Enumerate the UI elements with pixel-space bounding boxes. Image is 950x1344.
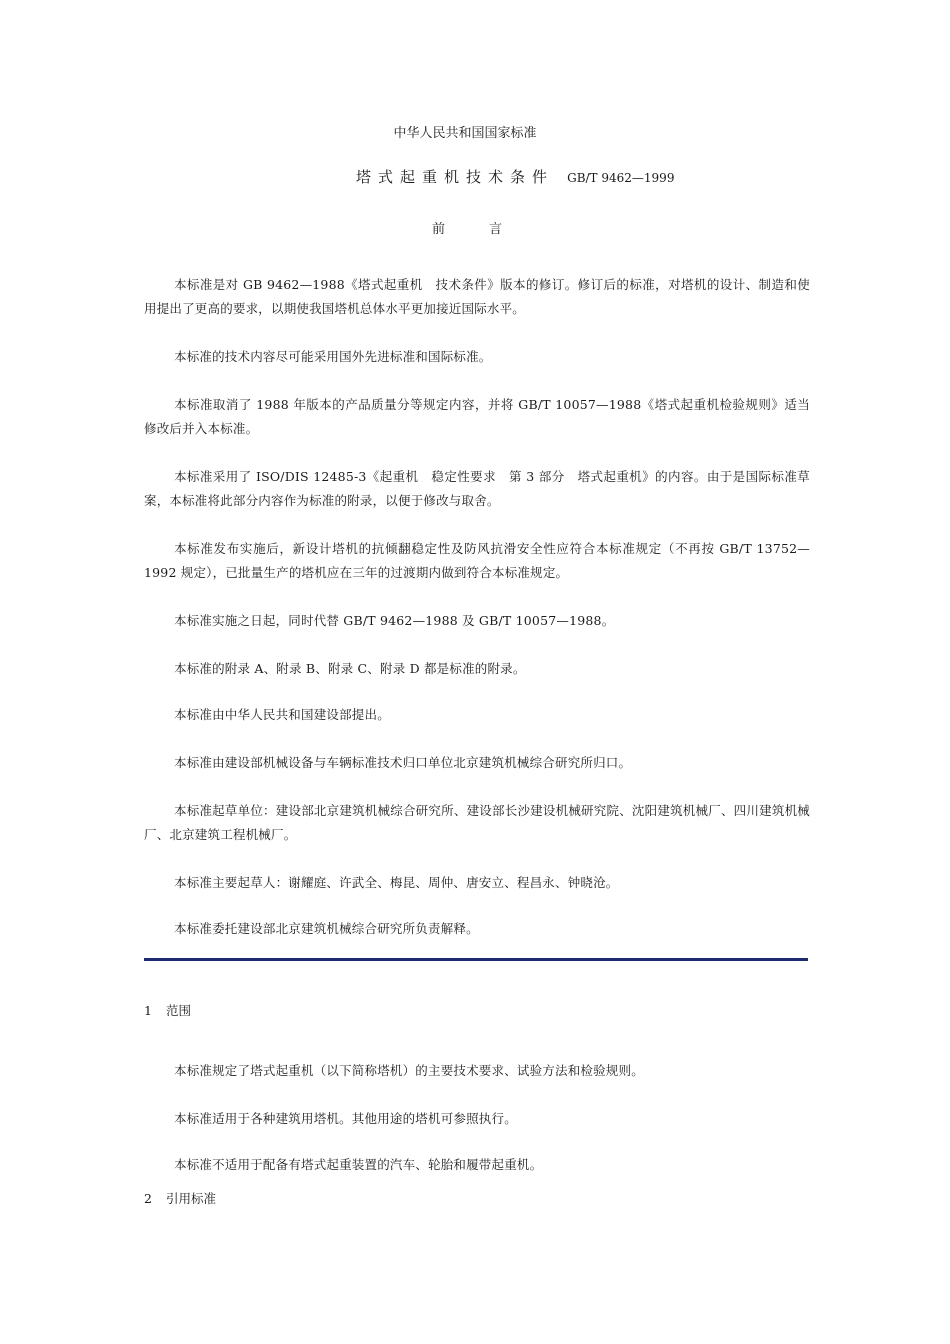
standard-title-row xyxy=(356,166,674,187)
preface-paragraph: 本标准发布实施后，新设计塔机的抗倾翻稳定性及防风抗滑安全性应符合本标准规定（不再按 GB/T 13752—1992 规定），已批量生产的塔机应在三年的过渡期内做到符合本标准规定。 xyxy=(144,540,810,580)
preface-paragraph: 本标准主要起草人：谢耀庭、许武全、梅昆、周仲、唐安立、程昌永、钟晓沧。 xyxy=(174,874,619,890)
section-heading-scope xyxy=(144,999,191,1023)
preface-paragraph: 本标准取消了 1988 年版本的产品质量分等规定内容，并将 GB/T 10057—1988《塔式起重机检验规则》适当修改后并入本标准。 xyxy=(144,396,810,436)
preface-heading: 前言 xyxy=(432,222,547,237)
section-number: 1 xyxy=(144,1003,152,1018)
preface-paragraph: 本标准由建设部机械设备与车辆标准技术归口单位北京建筑机械综合研究所归口。 xyxy=(174,754,632,770)
preface-paragraph: 本标准起草单位：建设部北京建筑机械综合研究所、建设部长沙建设机械研究院、沈阳建筑机械厂、四川建筑机械厂、北京建筑工程机械厂。 xyxy=(144,802,810,842)
standard-title: 塔式起重机技术条件 xyxy=(356,168,555,186)
section-divider xyxy=(144,958,808,961)
preface-paragraph: 本标准委托建设部北京建筑机械综合研究所负责解释。 xyxy=(174,920,479,936)
scope-paragraph: 本标准不适用于配备有塔式起重装置的汽车、轮胎和履带起重机。 xyxy=(174,1156,543,1172)
preface-paragraph: 本标准的技术内容尽可能采用国外先进标准和国际标准。 xyxy=(174,348,492,364)
national-standard-heading: 中华人民共和国国家标准 xyxy=(393,126,537,141)
scope-paragraph: 本标准规定了塔式起重机（以下简称塔机）的主要技术要求、试验方法和检验规则。 xyxy=(174,1062,644,1078)
section-title: 范围 xyxy=(165,1003,191,1018)
preface-paragraph: 本标准的附录 A、附录 B、附录 C、附录 D 都是标准的附录。 xyxy=(174,660,526,676)
preface-paragraph: 本标准是对 GB 9462—1988《塔式起重机 技术条件》版本的修订。修订后的标准，对塔机的设计、制造和使用提出了更高的要求，以期使我国塔机总体水平更加接近国际水平。 xyxy=(144,276,810,316)
section-number: 2 xyxy=(144,1191,152,1206)
preface-paragraph: 本标准采用了 ISO/DIS 12485-3《起重机 稳定性要求 第 3 部分 塔式起重机》的内容。由于是国际标准草案，本标准将此部分内容作为标准的附录，以便于修改与取舍。 xyxy=(144,468,810,508)
standard-code: GB/T 9462—1999 xyxy=(567,171,675,185)
section-title: 引用标准 xyxy=(165,1191,216,1206)
preface-paragraph: 本标准实施之日起，同时代替 GB/T 9462—1988 及 GB/T 10057—1988。 xyxy=(174,612,615,628)
scope-paragraph: 本标准适用于各种建筑用塔机。其他用途的塔机可参照执行。 xyxy=(174,1110,517,1126)
section-heading-references xyxy=(144,1187,216,1211)
preface-paragraph: 本标准由中华人民共和国建设部提出。 xyxy=(174,706,390,722)
